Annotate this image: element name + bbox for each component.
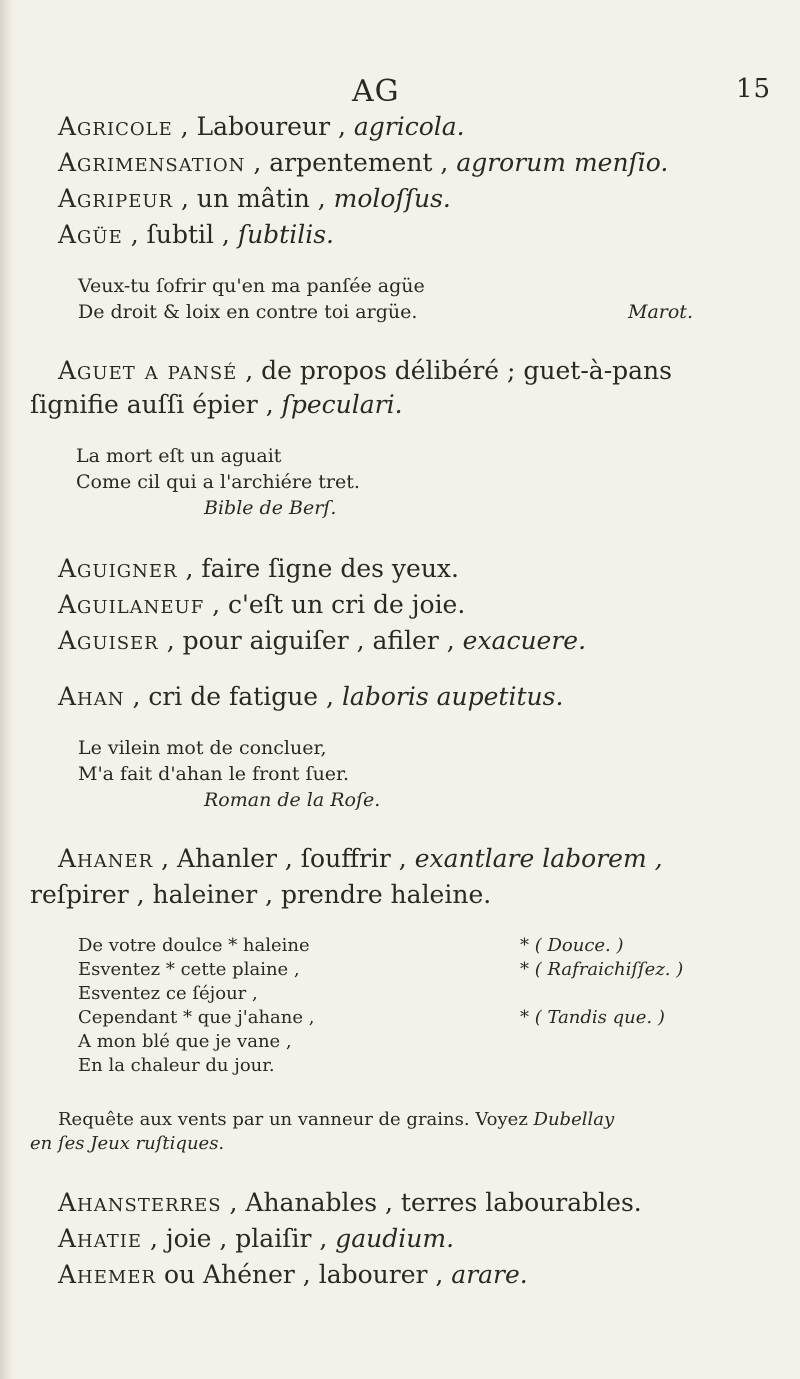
request-line-2: en ſes Jeux ruſtiques. (30, 1133, 225, 1154)
definition: , ſubtil , (122, 220, 238, 249)
poem-line: En la chaleur du jour. (78, 1055, 275, 1076)
entry-aguigner (58, 554, 459, 584)
latin-gloss: agrorum menſio. (456, 148, 669, 177)
poem-line: Esventez * cette plaine , (78, 959, 300, 980)
quote-source: Bible de Berſ. (204, 497, 337, 519)
entry-ahan (58, 682, 563, 712)
latin-gloss: exacuere. (462, 626, 587, 655)
headword: Agrimensation (58, 148, 246, 177)
quote-line: Veux-tu ſofrir qu'en ma panſée agüe (78, 275, 425, 297)
poem-note: * ( Rafraichiſſez. ) (520, 959, 684, 980)
entry-ahaner (58, 844, 663, 874)
definition: , Ahanler , ſouffrir , (153, 844, 415, 873)
latin-gloss: agricola. (353, 112, 465, 141)
entry-ahaner-cont: reſpirer , haleiner , prendre haleine. (30, 880, 492, 909)
definition: , pour aiguiſer , afiler , (158, 626, 463, 655)
latin-gloss: laboris aupetitus. (341, 682, 564, 711)
quote-source: Marot. (628, 301, 693, 323)
page-edge-shadow (0, 0, 14, 1379)
entry-agricole (58, 112, 465, 142)
headword: Aguilaneuf (58, 590, 205, 619)
running-header: AG (352, 74, 400, 109)
entry-ahemer (58, 1260, 528, 1290)
quote-line: La mort eſt un aguait (76, 445, 282, 467)
poem-note: * ( Tandis que. ) (520, 1007, 665, 1028)
headword: Agricole (58, 112, 173, 141)
definition: , un mâtin , (173, 184, 334, 213)
request-text: Requête aux vents par un vanneur de grains. Voyez (58, 1109, 534, 1130)
definition: ſignifie auſſi épier , (30, 390, 282, 419)
entry-agrimensation (58, 148, 668, 178)
quote-line: Le vilein mot de concluer, (78, 737, 327, 759)
latin-gloss: arare. (451, 1260, 528, 1289)
headword: Aguiser (58, 626, 159, 655)
entry-aguet (58, 356, 672, 386)
quote-source: Roman de la Roſe. (204, 789, 381, 811)
definition: , Laboureur , (172, 112, 354, 141)
headword: Agripeur (58, 184, 174, 213)
latin-gloss: gaudium. (335, 1224, 455, 1253)
headword: Agüe (58, 220, 123, 249)
poem-note: * ( Douce. ) (520, 935, 624, 956)
entry-ague (58, 220, 334, 250)
definition: ou Ahéner , labourer , (156, 1260, 452, 1289)
latin-gloss: ſubtilis. (237, 220, 334, 249)
headword: Aguigner (58, 554, 178, 583)
definition: , arpentement , (245, 148, 457, 177)
latin-gloss: exantlare laborem , (414, 844, 663, 873)
entry-ahansterres (58, 1188, 642, 1218)
entry-aguiser (58, 626, 586, 656)
entry-ahatie (58, 1224, 454, 1254)
headword: Aguet a pansé (58, 356, 238, 385)
latin-gloss: moloſſus. (333, 184, 451, 213)
quote-line: M'a fait d'ahan le front ſuer. (78, 763, 350, 785)
headword: Ahaner (58, 844, 154, 873)
poem-line: Cependant * que j'ahane , (78, 1007, 315, 1028)
quote-line: De droit & loix en contre toi argüe. (78, 301, 418, 323)
quote-line: Come cil qui a l'archiére tret. (76, 471, 360, 493)
definition: , cri de fatigue , (124, 682, 342, 711)
poem-line: A mon blé que je vane , (78, 1031, 292, 1052)
latin-gloss: ſpeculari. (281, 390, 403, 419)
entry-aguet-cont (30, 390, 403, 420)
definition: , c'eſt un cri de joie. (204, 590, 466, 619)
request-line (58, 1108, 614, 1132)
entry-aguilaneuf (58, 590, 465, 620)
entry-agripeur (58, 184, 451, 214)
definition: , de propos délibéré ; guet-à-pans (237, 356, 672, 385)
definition: , Ahanables , terres labourables. (221, 1188, 642, 1217)
page-number: 15 (736, 74, 772, 104)
request-author: Dubellay (533, 1109, 615, 1130)
headword: Ahan (58, 682, 125, 711)
headword: Ahatie (58, 1224, 143, 1253)
headword: Ahansterres (58, 1188, 222, 1217)
definition: , joie , plaiſir , (142, 1224, 336, 1253)
headword: Ahemer (58, 1260, 157, 1289)
definition: , faire ſigne des yeux. (177, 554, 459, 583)
poem-line: De votre doulce * haleine (78, 935, 310, 956)
poem-line: Esventez ce ſéjour , (78, 983, 258, 1004)
